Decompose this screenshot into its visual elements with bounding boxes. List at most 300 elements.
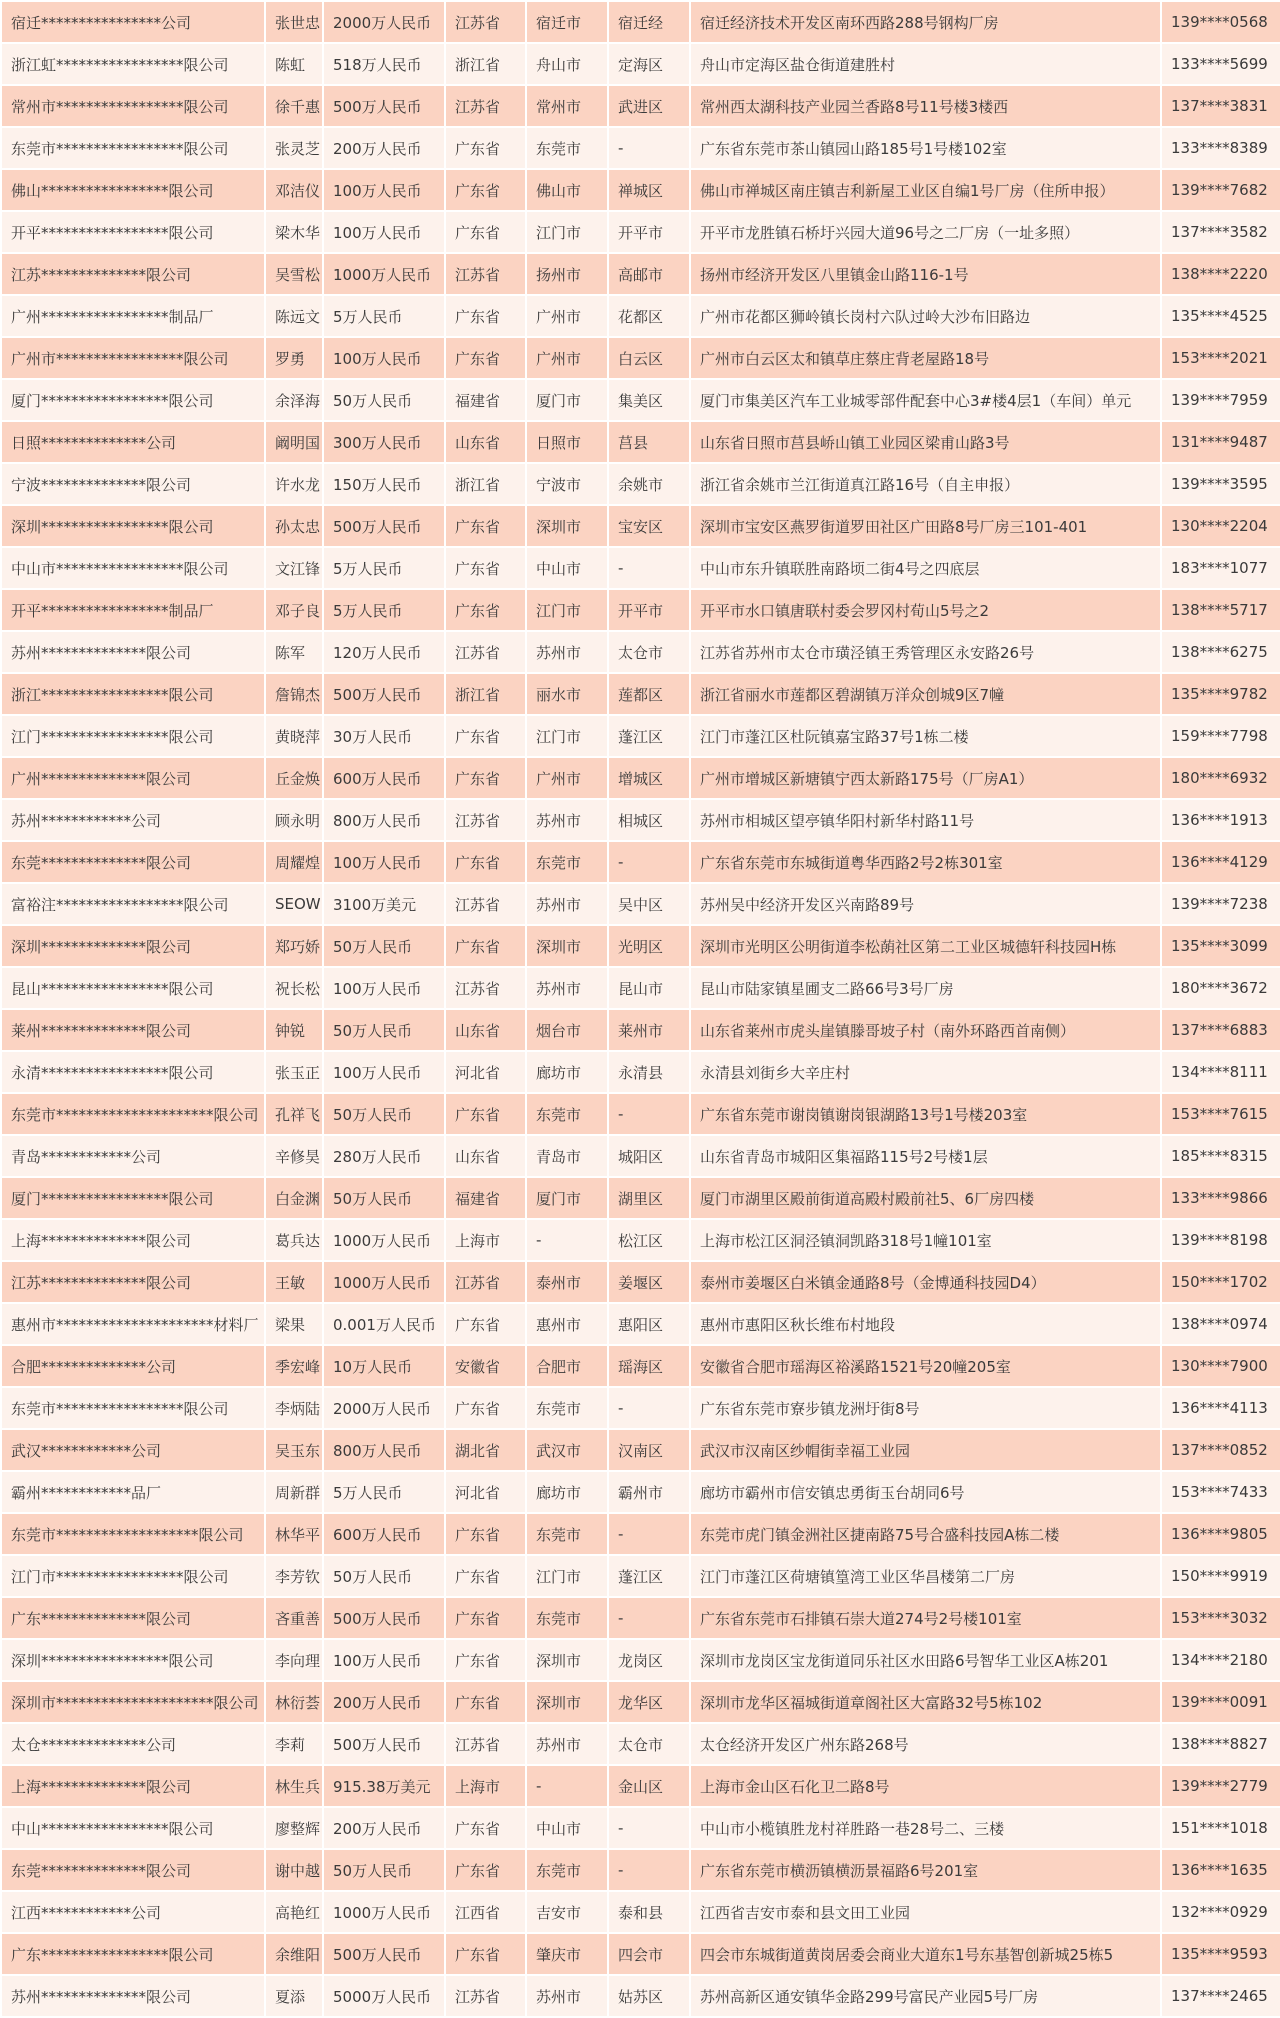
district-cell: 宝安区 [608,505,690,547]
company-name-cell: 广东*****************限公司 [1,1933,265,1975]
address-cell: 武汉市汉南区纱帽街幸福工业园 [690,1429,1161,1471]
company-name-cell: 上海**************限公司 [1,1219,265,1261]
address-cell: 广东省东莞市东城街道粤华西路2号2栋301室 [690,841,1161,883]
city-cell: 厦门市 [526,1177,608,1219]
phone-cell: 180****6932 [1161,757,1280,799]
city-cell: 烟台市 [526,1009,608,1051]
city-cell: 青岛市 [526,1135,608,1177]
company-name-cell: 江苏**************限公司 [1,1261,265,1303]
company-name-cell: 广州**************限公司 [1,757,265,799]
province-cell: 浙江省 [445,463,526,505]
registered-capital-cell: 50万人民币 [323,925,445,967]
phone-cell: 137****3831 [1161,85,1280,127]
province-cell: 广东省 [445,1849,526,1891]
table-row [1,127,1280,169]
province-cell: 广东省 [445,1933,526,1975]
district-cell: 汉南区 [608,1429,690,1471]
registered-capital-cell: 200万人民币 [323,1681,445,1723]
table-row [1,1555,1280,1597]
phone-cell: 138****5717 [1161,589,1280,631]
city-cell: 广州市 [526,757,608,799]
province-cell: 广东省 [445,1513,526,1555]
district-cell: 太仓市 [608,631,690,673]
province-cell: 广东省 [445,1555,526,1597]
province-cell: 广东省 [445,1093,526,1135]
phone-cell: 135****3099 [1161,925,1280,967]
legal-representative-cell: 邓洁仪 [265,169,323,211]
table-row [1,1933,1280,1975]
company-name-cell: 佛山*****************限公司 [1,169,265,211]
city-cell: 苏州市 [526,1723,608,1765]
table-row [1,1261,1280,1303]
address-cell: 江苏省苏州市太仓市璜泾镇王秀管理区永安路26号 [690,631,1161,673]
district-cell: 姑苏区 [608,1975,690,2017]
legal-representative-cell: SEOW [265,883,323,925]
table-row [1,1513,1280,1555]
table-row [1,1345,1280,1387]
company-name-cell: 苏州************公司 [1,799,265,841]
company-name-cell: 东莞市*****************限公司 [1,127,265,169]
registered-capital-cell: 100万人民币 [323,1051,445,1093]
phone-cell: 136****9805 [1161,1513,1280,1555]
registered-capital-cell: 150万人民币 [323,463,445,505]
district-cell: - [608,1093,690,1135]
legal-representative-cell: 吝重善 [265,1597,323,1639]
company-name-cell: 宁波**************限公司 [1,463,265,505]
table-row [1,841,1280,883]
registered-capital-cell: 200万人民币 [323,127,445,169]
company-name-cell: 中山市*****************限公司 [1,547,265,589]
legal-representative-cell: 许水龙 [265,463,323,505]
company-name-cell: 常州市*****************限公司 [1,85,265,127]
legal-representative-cell: 顾永明 [265,799,323,841]
district-cell: 湖里区 [608,1177,690,1219]
legal-representative-cell: 林华平 [265,1513,323,1555]
phone-cell: 136****1635 [1161,1849,1280,1891]
address-cell: 广东省东莞市谢岗镇谢岗银湖路13号1号楼203室 [690,1093,1161,1135]
company-name-cell: 广东**************限公司 [1,1597,265,1639]
registered-capital-cell: 120万人民币 [323,631,445,673]
district-cell: 集美区 [608,379,690,421]
district-cell: 高邮市 [608,253,690,295]
registered-capital-cell: 100万人民币 [323,841,445,883]
province-cell: 江苏省 [445,883,526,925]
address-cell: 江门市蓬江区荷塘镇篁湾工业区华昌楼第二厂房 [690,1555,1161,1597]
registered-capital-cell: 500万人民币 [323,673,445,715]
phone-cell: 139****2779 [1161,1765,1280,1807]
phone-cell: 131****9487 [1161,421,1280,463]
legal-representative-cell: 周新群 [265,1471,323,1513]
registered-capital-cell: 500万人民币 [323,505,445,547]
district-cell: 白云区 [608,337,690,379]
address-cell: 广州市白云区太和镇草庄蔡庄背老屋路18号 [690,337,1161,379]
table-row [1,43,1280,85]
city-cell: 深圳市 [526,505,608,547]
address-cell: 山东省日照市莒县峤山镇工业园区梁甫山路3号 [690,421,1161,463]
province-cell: 广东省 [445,127,526,169]
table-row [1,1681,1280,1723]
table-row [1,547,1280,589]
district-cell: 莱州市 [608,1009,690,1051]
legal-representative-cell: 葛兵达 [265,1219,323,1261]
table-row [1,883,1280,925]
legal-representative-cell: 梁木华 [265,211,323,253]
district-cell: - [608,547,690,589]
phone-cell: 133****9866 [1161,1177,1280,1219]
company-name-cell: 东莞**************限公司 [1,841,265,883]
table-row [1,1639,1280,1681]
province-cell: 广东省 [445,505,526,547]
province-cell: 江苏省 [445,253,526,295]
table-row [1,253,1280,295]
province-cell: 安徽省 [445,1345,526,1387]
company-name-cell: 江门*****************限公司 [1,715,265,757]
legal-representative-cell: 林衍荟 [265,1681,323,1723]
phone-cell: 136****4113 [1161,1387,1280,1429]
registered-capital-cell: 100万人民币 [323,337,445,379]
table-row [1,631,1280,673]
city-cell: 江门市 [526,589,608,631]
company-name-cell: 浙江虹*****************限公司 [1,43,265,85]
legal-representative-cell: 陈虹 [265,43,323,85]
province-cell: 广东省 [445,925,526,967]
district-cell: 泰和县 [608,1891,690,1933]
province-cell: 山东省 [445,1009,526,1051]
legal-representative-cell: 黄晓萍 [265,715,323,757]
address-cell: 江门市蓬江区杜阮镇嘉宝路37号1栋二楼 [690,715,1161,757]
company-name-cell: 苏州**************限公司 [1,631,265,673]
phone-cell: 136****1913 [1161,799,1280,841]
table-row [1,1219,1280,1261]
address-cell: 深圳市宝安区燕罗街道罗田社区广田路8号厂房三101-401 [690,505,1161,547]
province-cell: 福建省 [445,379,526,421]
phone-cell: 151****1018 [1161,1807,1280,1849]
phone-cell: 139****7238 [1161,883,1280,925]
province-cell: 广东省 [445,547,526,589]
table-row [1,1303,1280,1345]
province-cell: 山东省 [445,1135,526,1177]
registered-capital-cell: 500万人民币 [323,85,445,127]
legal-representative-cell: 孔祥飞 [265,1093,323,1135]
province-cell: 福建省 [445,1177,526,1219]
province-cell: 浙江省 [445,43,526,85]
phone-cell: 150****9919 [1161,1555,1280,1597]
company-name-cell: 广州市*****************限公司 [1,337,265,379]
address-cell: 广州市增城区新塘镇宁西太新路175号（厂房A1） [690,757,1161,799]
address-cell: 江西省吉安市泰和县文田工业园 [690,1891,1161,1933]
registered-capital-cell: 600万人民币 [323,1513,445,1555]
district-cell: 莲都区 [608,673,690,715]
table-row [1,673,1280,715]
table-row [1,337,1280,379]
district-cell: - [608,127,690,169]
address-cell: 广东省东莞市寮步镇龙洲圩街8号 [690,1387,1161,1429]
city-cell: 江门市 [526,1555,608,1597]
registered-capital-cell: 1000万人民币 [323,1891,445,1933]
registered-capital-cell: 300万人民币 [323,421,445,463]
province-cell: 浙江省 [445,673,526,715]
phone-cell: 139****0568 [1161,1,1280,43]
address-cell: 广东省东莞市横沥镇横沥景福路6号201室 [690,1849,1161,1891]
phone-cell: 133****8389 [1161,127,1280,169]
city-cell: 扬州市 [526,253,608,295]
company-name-cell: 深圳*****************限公司 [1,1639,265,1681]
legal-representative-cell: 余泽海 [265,379,323,421]
phone-cell: 134****2180 [1161,1639,1280,1681]
company-name-cell: 厦门*****************限公司 [1,1177,265,1219]
district-cell: 定海区 [608,43,690,85]
province-cell: 广东省 [445,169,526,211]
address-cell: 惠州市惠阳区秋长维布村地段 [690,1303,1161,1345]
phone-cell: 153****7615 [1161,1093,1280,1135]
legal-representative-cell: 孙太忠 [265,505,323,547]
registered-capital-cell: 5万人民币 [323,295,445,337]
phone-cell: 138****8827 [1161,1723,1280,1765]
address-cell: 厦门市集美区汽车工业城零部件配套中心3#楼4层1（车间）单元 [690,379,1161,421]
address-cell: 浙江省丽水市莲都区碧湖镇万洋众创城9区7幢 [690,673,1161,715]
legal-representative-cell: 罗勇 [265,337,323,379]
legal-representative-cell: 梁果 [265,1303,323,1345]
district-cell: 霸州市 [608,1471,690,1513]
city-cell: 合肥市 [526,1345,608,1387]
table-row [1,1471,1280,1513]
province-cell: 广东省 [445,841,526,883]
province-cell: 河北省 [445,1051,526,1093]
registered-capital-cell: 50万人民币 [323,379,445,421]
registered-capital-cell: 50万人民币 [323,1555,445,1597]
district-cell: 昆山市 [608,967,690,1009]
city-cell: - [526,1765,608,1807]
province-cell: 广东省 [445,757,526,799]
phone-cell: 130****2204 [1161,505,1280,547]
registered-capital-cell: 1000万人民币 [323,1261,445,1303]
registered-capital-cell: 0.001万人民币 [323,1303,445,1345]
province-cell: 上海市 [445,1219,526,1261]
company-name-cell: 中山*****************限公司 [1,1807,265,1849]
city-cell: 丽水市 [526,673,608,715]
district-cell: - [608,1513,690,1555]
company-name-cell: 东莞**************限公司 [1,1849,265,1891]
phone-cell: 137****3582 [1161,211,1280,253]
table-row [1,1429,1280,1471]
phone-cell: 138****2220 [1161,253,1280,295]
company-name-cell: 东莞市*****************限公司 [1,1387,265,1429]
province-cell: 广东省 [445,1303,526,1345]
city-cell: 廊坊市 [526,1051,608,1093]
legal-representative-cell: 白金渊 [265,1177,323,1219]
registered-capital-cell: 2000万人民币 [323,1,445,43]
table-row [1,1975,1280,2017]
company-name-cell: 上海**************限公司 [1,1765,265,1807]
phone-cell: 183****1077 [1161,547,1280,589]
phone-cell: 137****2465 [1161,1975,1280,2017]
legal-representative-cell: 丘金焕 [265,757,323,799]
legal-representative-cell: 张世忠 [265,1,323,43]
legal-representative-cell: 祝长松 [265,967,323,1009]
phone-cell: 138****0974 [1161,1303,1280,1345]
district-cell: 禅城区 [608,169,690,211]
company-name-cell: 富裕注*****************限公司 [1,883,265,925]
legal-representative-cell: 谢中越 [265,1849,323,1891]
address-cell: 深圳市光明区公明街道李松蓢社区第二工业区城德轩科技园H栋 [690,925,1161,967]
company-name-cell: 开平*****************限公司 [1,211,265,253]
city-cell: 武汉市 [526,1429,608,1471]
province-cell: 湖北省 [445,1429,526,1471]
address-cell: 山东省青岛市城阳区集福路115号2号楼1层 [690,1135,1161,1177]
phone-cell: 132****0929 [1161,1891,1280,1933]
legal-representative-cell: 李向理 [265,1639,323,1681]
company-name-cell: 浙江*****************限公司 [1,673,265,715]
city-cell: 佛山市 [526,169,608,211]
address-cell: 扬州市经济开发区八里镇金山路116-1号 [690,253,1161,295]
company-name-cell: 惠州市*********************材料厂 [1,1303,265,1345]
table-row [1,463,1280,505]
province-cell: 广东省 [445,1597,526,1639]
legal-representative-cell: 詹锦杰 [265,673,323,715]
phone-cell: 130****7900 [1161,1345,1280,1387]
city-cell: 东莞市 [526,1513,608,1555]
city-cell: 苏州市 [526,1975,608,2017]
registered-capital-cell: 500万人民币 [323,1597,445,1639]
legal-representative-cell: 陈军 [265,631,323,673]
province-cell: 江苏省 [445,1261,526,1303]
province-cell: 江西省 [445,1891,526,1933]
address-cell: 山东省莱州市虎头崖镇滕哥坡子村（南外环路西首南侧） [690,1009,1161,1051]
table-row [1,1849,1280,1891]
address-cell: 广东省东莞市茶山镇园山路185号1号楼102室 [690,127,1161,169]
registered-capital-cell: 2000万人民币 [323,1387,445,1429]
district-cell: 光明区 [608,925,690,967]
registered-capital-cell: 600万人民币 [323,757,445,799]
table-row [1,967,1280,1009]
district-cell: 永清县 [608,1051,690,1093]
table-row [1,715,1280,757]
district-cell: 莒县 [608,421,690,463]
province-cell: 江苏省 [445,799,526,841]
city-cell: 广州市 [526,337,608,379]
table-row [1,1135,1280,1177]
phone-cell: 139****7959 [1161,379,1280,421]
city-cell: 惠州市 [526,1303,608,1345]
registered-capital-cell: 100万人民币 [323,169,445,211]
district-cell: 龙岗区 [608,1639,690,1681]
address-cell: 中山市东升镇联胜南路顷二街4号之四底层 [690,547,1161,589]
province-cell: 广东省 [445,1807,526,1849]
registered-capital-cell: 100万人民币 [323,1639,445,1681]
province-cell: 江苏省 [445,967,526,1009]
city-cell: 苏州市 [526,883,608,925]
address-cell: 深圳市龙华区福城街道章阁社区大富路32号5栋102 [690,1681,1161,1723]
city-cell: 宿迁市 [526,1,608,43]
table-row [1,295,1280,337]
district-cell: 四会市 [608,1933,690,1975]
address-cell: 开平市龙胜镇石桥圩兴园大道96号之二厂房（一址多照） [690,211,1161,253]
address-cell: 太仓经济开发区广州东路268号 [690,1723,1161,1765]
legal-representative-cell: 吴玉东 [265,1429,323,1471]
legal-representative-cell: 夏添 [265,1975,323,2017]
phone-cell: 139****8198 [1161,1219,1280,1261]
district-cell: - [608,1387,690,1429]
company-name-cell: 武汉************公司 [1,1429,265,1471]
registered-capital-cell: 280万人民币 [323,1135,445,1177]
company-name-cell: 宿迁****************公司 [1,1,265,43]
phone-cell: 180****3672 [1161,967,1280,1009]
company-name-cell: 江西************公司 [1,1891,265,1933]
phone-cell: 139****3595 [1161,463,1280,505]
table-row [1,757,1280,799]
table-row [1,1723,1280,1765]
district-cell: 开平市 [608,589,690,631]
company-name-cell: 永清*****************限公司 [1,1051,265,1093]
company-name-cell: 深圳**************限公司 [1,925,265,967]
city-cell: 常州市 [526,85,608,127]
address-cell: 中山市小榄镇胜龙村祥胜路一巷28号二、三楼 [690,1807,1161,1849]
address-cell: 昆山市陆家镇星圃支二路66号3号厂房 [690,967,1161,1009]
company-name-cell: 江苏**************限公司 [1,253,265,295]
province-cell: 上海市 [445,1765,526,1807]
phone-cell: 150****1702 [1161,1261,1280,1303]
registered-capital-cell: 800万人民币 [323,799,445,841]
city-cell: 泰州市 [526,1261,608,1303]
legal-representative-cell: 李莉 [265,1723,323,1765]
company-name-cell: 日照**************公司 [1,421,265,463]
district-cell: 城阳区 [608,1135,690,1177]
phone-cell: 139****7682 [1161,169,1280,211]
table-row [1,925,1280,967]
province-cell: 江苏省 [445,1,526,43]
table-row [1,211,1280,253]
registered-capital-cell: 50万人民币 [323,1009,445,1051]
company-name-cell: 霸州************品厂 [1,1471,265,1513]
address-cell: 深圳市龙岗区宝龙街道同乐社区水田路6号智华工业区A栋201 [690,1639,1161,1681]
city-cell: 苏州市 [526,631,608,673]
table-row [1,85,1280,127]
province-cell: 广东省 [445,1681,526,1723]
legal-representative-cell: 廖整辉 [265,1807,323,1849]
table-row [1,1765,1280,1807]
city-cell: 东莞市 [526,127,608,169]
district-cell: - [608,1597,690,1639]
phone-cell: 185****8315 [1161,1135,1280,1177]
district-cell: 瑶海区 [608,1345,690,1387]
registered-capital-cell: 1000万人民币 [323,1219,445,1261]
table-row [1,379,1280,421]
phone-cell: 135****9782 [1161,673,1280,715]
city-cell: 吉安市 [526,1891,608,1933]
address-cell: 广州市花都区狮岭镇长岗村六队过岭大沙布旧路边 [690,295,1161,337]
registered-capital-cell: 5000万人民币 [323,1975,445,2017]
district-cell: 龙华区 [608,1681,690,1723]
city-cell: 日照市 [526,421,608,463]
address-cell: 舟山市定海区盐仓街道建胜村 [690,43,1161,85]
registered-capital-cell: 518万人民币 [323,43,445,85]
registered-capital-cell: 5万人民币 [323,1471,445,1513]
address-cell: 浙江省余姚市兰江街道真江路16号（自主申报） [690,463,1161,505]
legal-representative-cell: 高艳红 [265,1891,323,1933]
address-cell: 广东省东莞市石排镇石崇大道274号2号楼101室 [690,1597,1161,1639]
phone-cell: 159****7798 [1161,715,1280,757]
city-cell: 廊坊市 [526,1471,608,1513]
phone-cell: 139****0091 [1161,1681,1280,1723]
district-cell: - [608,841,690,883]
province-cell: 江苏省 [445,85,526,127]
registered-capital-cell: 50万人民币 [323,1177,445,1219]
table-row [1,1387,1280,1429]
company-name-cell: 深圳市*********************限公司 [1,1681,265,1723]
table-row [1,1,1280,43]
legal-representative-cell: 李炳陆 [265,1387,323,1429]
company-name-cell: 苏州**************限公司 [1,1975,265,2017]
